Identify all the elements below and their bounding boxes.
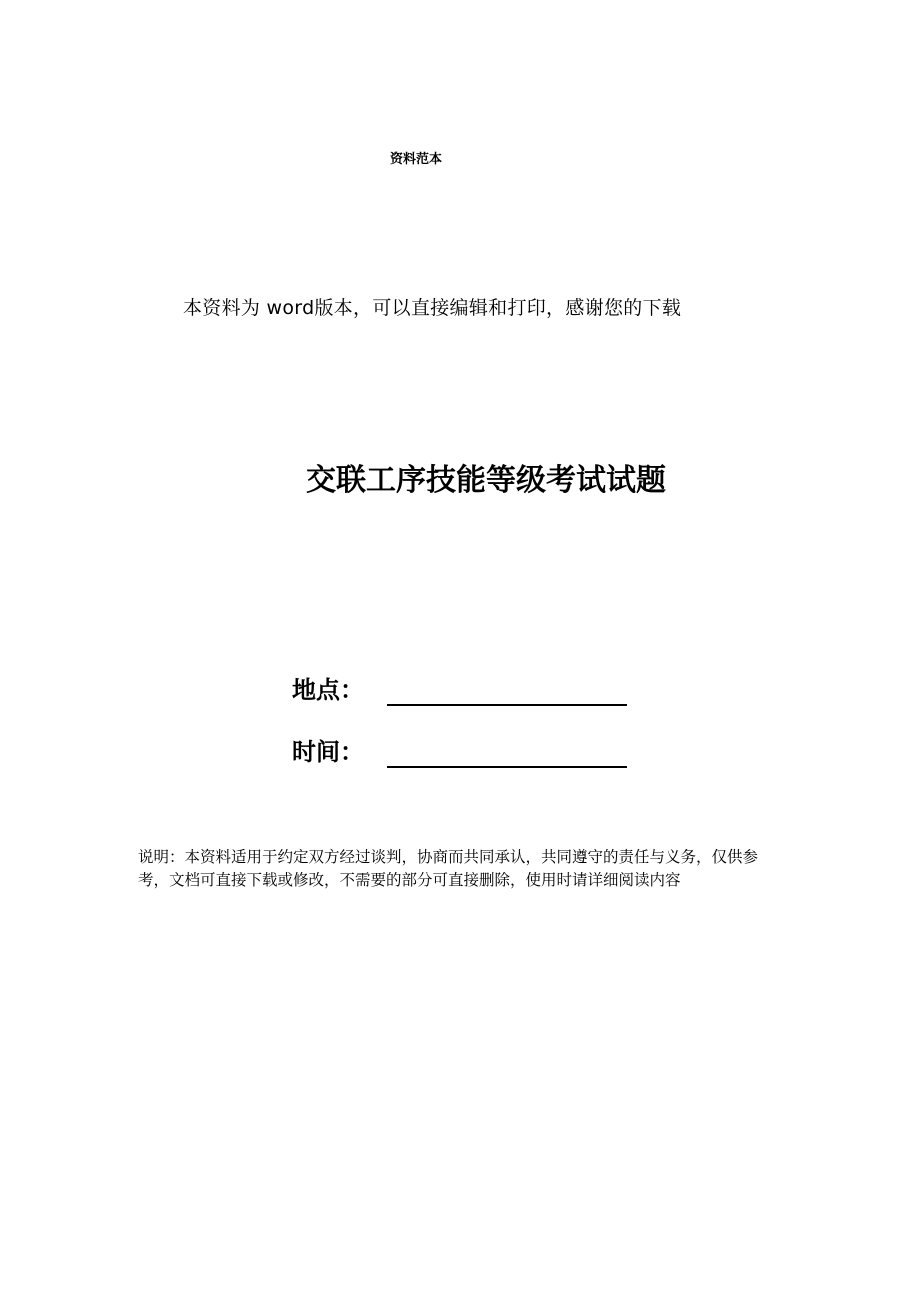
time-field <box>292 732 632 772</box>
time-label: 时间： <box>292 737 364 766</box>
location-field <box>292 670 632 710</box>
header-label: 资料范本 <box>390 152 443 167</box>
time-blank-line[interactable] <box>387 766 627 768</box>
intro-text: 本资料为 word版本，可以直接编辑和打印，感谢您的下载 <box>183 297 682 319</box>
note-text: 说明：本资料适用于约定双方经过谈判，协商而共同承认，共同遵守的责任与义务，仅供参考，文档可直接下载或修改，不需要的部分可直接删除，使用时请详细阅读内容 <box>138 848 759 889</box>
document-title: 交联工序技能等级考试试题 <box>306 463 666 498</box>
location-label: 地点： <box>292 675 364 704</box>
location-blank-line[interactable] <box>387 704 627 706</box>
